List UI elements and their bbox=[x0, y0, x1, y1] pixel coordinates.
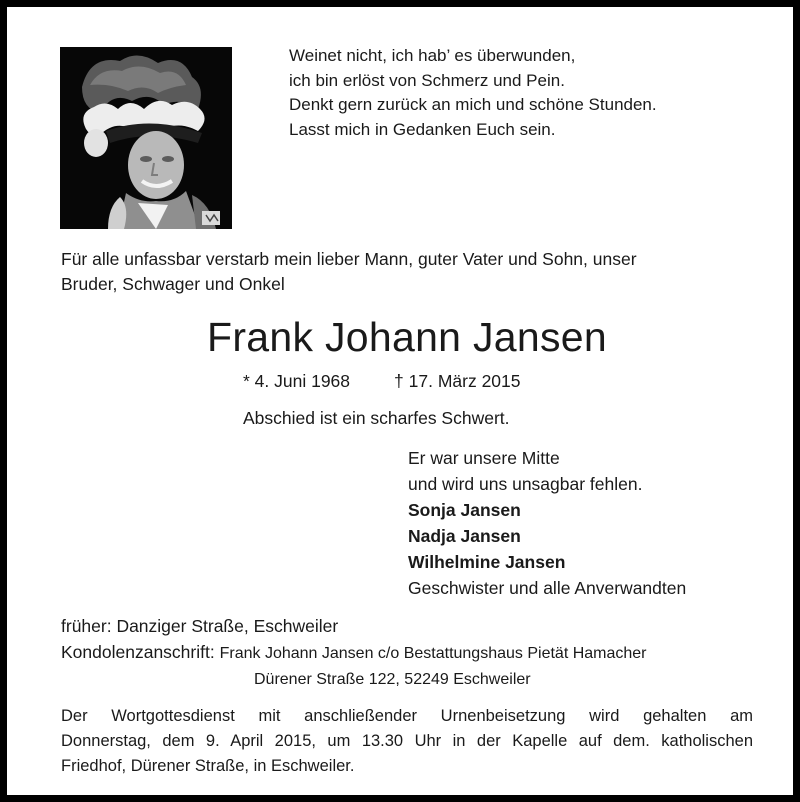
portrait-photo bbox=[60, 47, 232, 229]
life-dates bbox=[243, 369, 521, 393]
poem bbox=[289, 44, 657, 142]
condolence-label: Kondolenzanschrift: bbox=[61, 642, 215, 662]
quote: Abschied ist ein scharfes Schwert. bbox=[243, 408, 510, 428]
mourner-name: Nadja Jansen bbox=[408, 526, 521, 546]
death-date: † 17. März 2015 bbox=[394, 371, 521, 391]
mourners-closing: Geschwister und alle Anverwandten bbox=[408, 578, 687, 598]
condolence-line: Frank Johann Jansen c/o Bestattungshaus Pietät Hamacher bbox=[219, 645, 647, 662]
mourners-block bbox=[408, 445, 686, 601]
condolence-line: Dürener Straße 122, 52249 Eschweiler bbox=[254, 671, 531, 688]
mourner-name: Wilhelmine Jansen bbox=[408, 552, 566, 572]
mourners-intro-line: Er war unsere Mitte bbox=[408, 448, 560, 468]
condolence-address bbox=[61, 640, 647, 666]
poem-line: Weinet nicht, ich hab’ es überwunden, bbox=[289, 46, 576, 65]
former-address: früher: Danziger Straße, Eschweiler bbox=[61, 616, 339, 636]
service-info bbox=[61, 704, 753, 779]
mourner-name: Sonja Jansen bbox=[408, 500, 521, 520]
intro-text bbox=[61, 247, 761, 297]
poem-line: ich bin erlöst von Schmerz und Pein. bbox=[289, 70, 565, 90]
poem-line: Denkt gern zurück an mich und schöne Stunden. bbox=[289, 95, 657, 114]
intro-line: Bruder, Schwager und Onkel bbox=[61, 274, 285, 294]
service-line: Donnerstag, dem 9. April 2015, um 13.30 Uhr in der Kapelle auf dem. katholischen bbox=[61, 732, 753, 750]
deceased-name: Frank Johann Jansen bbox=[206, 314, 607, 360]
birth-date: * 4. Juni 1968 bbox=[243, 371, 351, 391]
intro-line: Für alle unfassbar verstarb mein lieber Mann, guter Vater und Sohn, unser bbox=[61, 249, 637, 269]
service-line: Der Wortgottesdienst mit anschließender Urnenbeisetzung wird gehalten am bbox=[61, 707, 753, 725]
mourners-intro-line: und wird uns unsagbar fehlen. bbox=[408, 474, 643, 494]
poem-line: Lasst mich in Gedanken Euch sein. bbox=[289, 119, 556, 139]
service-line: Friedhof, Dürener Straße, in Eschweiler. bbox=[61, 757, 355, 775]
